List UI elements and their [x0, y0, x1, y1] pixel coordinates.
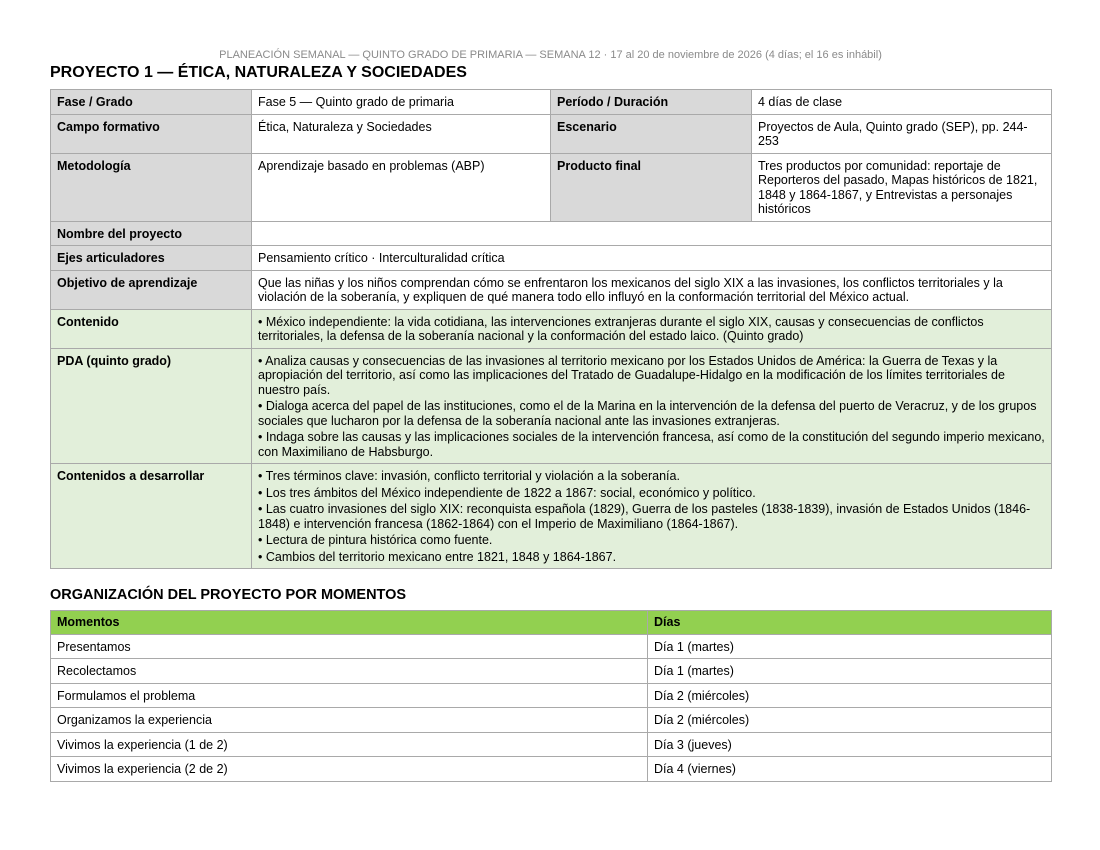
list-item: • Cambios del territorio mexicano entre 1821, 1848 y 1864-1867.: [258, 549, 617, 564]
table-row: [51, 348, 1052, 464]
list-item: • Las cuatro invasiones del siglo XIX: reconquista española (1829), Guerra de los pasteles (1838-1839), invasión de Estados Unidos (1846-1848) e intervención francesa (1862-1864) con el Imperio de Maximiliano (1864-1867).: [258, 502, 1031, 531]
momentos-table: [50, 610, 1052, 782]
dia-cell: Día 2 (miércoles): [648, 708, 1052, 733]
metodologia-label: Metodología: [51, 153, 252, 221]
table-row: [51, 659, 1052, 684]
project-info-table: [50, 89, 1052, 569]
contenido-list: [252, 309, 1052, 348]
fase-label: Fase / Grado: [51, 90, 252, 115]
ejes-label: Ejes articuladores: [51, 246, 252, 271]
dia-cell: Día 1 (martes): [648, 634, 1052, 659]
table-row: [51, 221, 1052, 246]
momento-cell: Vivimos la experiencia (2 de 2): [51, 757, 648, 782]
escenario-label: Escenario: [551, 114, 752, 153]
table-row: [51, 757, 1052, 782]
table-row: [51, 464, 1052, 569]
campo-label: Campo formativo: [51, 114, 252, 153]
list-item: • Indaga sobre las causas y las implicaciones sociales de la intervención francesa, así como de la constitución del segundo imperio mexicano, con Maximiliano de Habsburgo.: [258, 430, 1045, 459]
contenido-label: Contenido: [51, 309, 252, 348]
list-item: • Analiza causas y consecuencias de las invasiones al territorio mexicano por los Estados Unidos de América: la Guerra de Texas y la apropiación del territorio, así como las implicaciones del Tratado de Guadalupe-Hidalgo en la modificación de los límites territoriales de nuestro país.: [258, 353, 1005, 397]
dia-cell: Día 4 (viernes): [648, 757, 1052, 782]
table-row: [51, 309, 1052, 348]
pda-label: PDA (quinto grado): [51, 348, 252, 464]
periodo-label: Período / Duración: [551, 90, 752, 115]
document-header-line: PLANEACIÓN SEMANAL — QUINTO GRADO DE PRIMARIA — SEMANA 12 · 17 al 20 de noviembre de 2026 (4 días; el 16 es inhábil): [219, 49, 882, 61]
momentos-section-title: ORGANIZACIÓN DEL PROYECTO POR MOMENTOS: [50, 587, 407, 603]
table-row: [51, 732, 1052, 757]
dia-cell: Día 3 (jueves): [648, 732, 1052, 757]
objetivo-label: Objetivo de aprendizaje: [51, 270, 252, 309]
momento-cell: Vivimos la experiencia (1 de 2): [51, 732, 648, 757]
ejes-value: Pensamiento crítico · Interculturalidad crítica: [252, 246, 1052, 271]
list-item: • Dialoga acerca del papel de las instituciones, como el de la Marina en la intervención de la defensa del puerto de Veracruz, y de los grupos sociales que lucharon por la defensa de la soberanía nacional ante las invasiones extranjeras.: [258, 399, 1037, 428]
momento-cell: Recolectamos: [51, 659, 648, 684]
dia-cell: Día 2 (miércoles): [648, 683, 1052, 708]
project-title: PROYECTO 1 — ÉTICA, NATURALEZA Y SOCIEDADES: [50, 64, 467, 81]
escenario-value: Proyectos de Aula, Quinto grado (SEP), pp. 244-253: [752, 114, 1052, 153]
momento-cell: Formulamos el problema: [51, 683, 648, 708]
table-row: [51, 114, 1052, 153]
nombre-value: [252, 221, 1052, 246]
desarrollar-list: [252, 464, 1052, 569]
table-row: [51, 153, 1052, 221]
momento-cell: Presentamos: [51, 634, 648, 659]
table-row: [51, 270, 1052, 309]
fase-value: Fase 5 — Quinto grado de primaria: [252, 90, 551, 115]
list-item: • Tres términos clave: invasión, conflicto territorial y violación a la soberanía.: [258, 469, 680, 483]
momento-cell: Organizamos la experiencia: [51, 708, 648, 733]
metodologia-value: Aprendizaje basado en problemas (ABP): [252, 153, 551, 221]
table-row: [51, 634, 1052, 659]
pda-list: [252, 348, 1052, 464]
producto-label: Producto final: [551, 153, 752, 221]
planning-page: [50, 48, 1051, 782]
table-row: [51, 683, 1052, 708]
list-item: • Lectura de pintura histórica como fuente.: [258, 533, 493, 547]
list-item: • Los tres ámbitos del México independiente de 1822 a 1867: social, económico y político.: [258, 485, 756, 500]
table-row: [51, 246, 1052, 271]
table-row: [51, 90, 1052, 115]
col-momentos-header: Momentos: [51, 611, 648, 635]
producto-value: Tres productos por comunidad: reportaje de Reporteros del pasado, Mapas históricos de 1821, 1848 y 1864-1867, y Entrevistas a personajes históricos: [752, 153, 1052, 221]
table-header-row: [51, 611, 1052, 635]
list-item: • México independiente: la vida cotidiana, las intervenciones extranjeras durante el siglo XIX, causas y consecuencias de conflictos territoriales, la defensa de la soberanía nacional y la conformación del estado laico. (Quinto grado): [258, 314, 984, 343]
campo-value: Ética, Naturaleza y Sociedades: [252, 114, 551, 153]
col-dias-header: Días: [648, 611, 1052, 635]
periodo-value: 4 días de clase: [752, 90, 1052, 115]
dia-cell: Día 1 (martes): [648, 659, 1052, 684]
objetivo-value: Que las niñas y los niños comprendan cómo se enfrentaron los mexicanos del siglo XIX a las invasiones, los conflictos territoriales y la violación de la soberanía, y expliquen de qué manera todo ello influyó en la conformación territorial del México actual.: [252, 270, 1052, 309]
table-row: [51, 708, 1052, 733]
desarrollar-label: Contenidos a desarrollar: [51, 464, 252, 569]
nombre-label: Nombre del proyecto: [51, 221, 252, 246]
